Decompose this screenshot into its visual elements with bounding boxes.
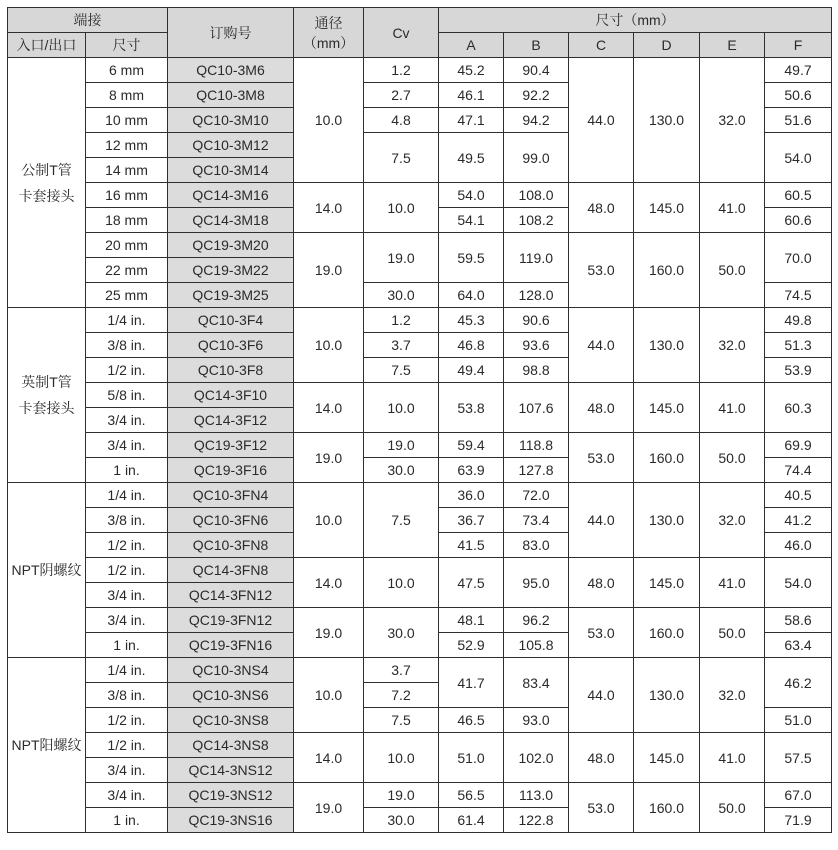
table-row bbox=[8, 783, 832, 808]
dim-b-cell: 102.0 bbox=[504, 733, 569, 783]
bore-cell: 14.0 bbox=[294, 183, 364, 233]
table-row bbox=[8, 483, 832, 508]
dim-f-cell: 69.9 bbox=[765, 433, 832, 458]
size-cell: 1/4 in. bbox=[86, 308, 168, 333]
group-label-line: 英制T管 bbox=[21, 374, 72, 390]
header-col-c: C bbox=[569, 33, 634, 58]
bore-cell: 10.0 bbox=[294, 658, 364, 733]
size-cell: 1/4 in. bbox=[86, 483, 168, 508]
dim-c-cell: 44.0 bbox=[569, 58, 634, 183]
dim-f-cell: 60.6 bbox=[765, 208, 832, 233]
dim-b-cell: 92.2 bbox=[504, 83, 569, 108]
order-code-cell: QC14-3F12 bbox=[168, 408, 294, 433]
dim-b-cell: 93.6 bbox=[504, 333, 569, 358]
dim-b-cell: 95.0 bbox=[504, 558, 569, 608]
group-label-line: 卡套接头 bbox=[18, 187, 75, 204]
dim-e-cell: 32.0 bbox=[700, 58, 765, 183]
bore-cell: 19.0 bbox=[294, 233, 364, 308]
size-cell: 3/8 in. bbox=[86, 508, 168, 533]
order-code-cell: QC10-3FN6 bbox=[168, 508, 294, 533]
dim-d-cell: 160.0 bbox=[634, 608, 700, 658]
cv-cell: 30.0 bbox=[364, 608, 439, 658]
dim-d-cell: 130.0 bbox=[634, 483, 700, 558]
order-code-cell: QC19-3FN16 bbox=[168, 633, 294, 658]
order-code-cell: QC14-3FN8 bbox=[168, 558, 294, 583]
dim-e-cell: 50.0 bbox=[700, 233, 765, 308]
header-order-number: 订购号 bbox=[168, 8, 294, 58]
size-cell: 14 mm bbox=[86, 158, 168, 183]
order-code-cell: QC10-3NS8 bbox=[168, 708, 294, 733]
order-code-cell: QC14-3FN12 bbox=[168, 583, 294, 608]
dim-c-cell: 48.0 bbox=[569, 383, 634, 433]
dim-f-cell: 57.5 bbox=[765, 733, 832, 783]
table-row bbox=[8, 558, 832, 583]
size-cell: 3/4 in. bbox=[86, 583, 168, 608]
dim-a-cell: 56.5 bbox=[439, 783, 504, 808]
dim-f-cell: 60.3 bbox=[765, 383, 832, 433]
header-dimensions: 尺寸（mm） bbox=[439, 8, 832, 33]
order-code-cell: QC10-3M12 bbox=[168, 133, 294, 158]
dim-c-cell: 53.0 bbox=[569, 783, 634, 833]
size-cell: 1 in. bbox=[86, 633, 168, 658]
dim-b-cell: 128.0 bbox=[504, 283, 569, 308]
dim-a-cell: 48.1 bbox=[439, 608, 504, 633]
dim-f-cell: 71.9 bbox=[765, 808, 832, 833]
dim-d-cell: 130.0 bbox=[634, 58, 700, 183]
cv-cell: 30.0 bbox=[364, 283, 439, 308]
group-label-line: NPT阴螺纹 bbox=[11, 562, 82, 578]
size-cell: 10 mm bbox=[86, 108, 168, 133]
size-cell: 1/2 in. bbox=[86, 733, 168, 758]
header-bore-unit: （mm） bbox=[302, 34, 355, 51]
dim-e-cell: 32.0 bbox=[700, 483, 765, 558]
dim-c-cell: 53.0 bbox=[569, 233, 634, 308]
dim-c-cell: 44.0 bbox=[569, 308, 634, 383]
table-row bbox=[8, 383, 832, 408]
cv-cell: 3.7 bbox=[364, 658, 439, 683]
dim-b-cell: 94.2 bbox=[504, 108, 569, 133]
order-code-cell: QC19-3FN12 bbox=[168, 608, 294, 633]
dim-f-cell: 70.0 bbox=[765, 233, 832, 283]
dim-f-cell: 58.6 bbox=[765, 608, 832, 633]
dim-f-cell: 49.7 bbox=[765, 58, 832, 83]
dim-e-cell: 41.0 bbox=[700, 558, 765, 608]
header-col-a: A bbox=[439, 33, 504, 58]
order-code-cell: QC19-3F16 bbox=[168, 458, 294, 483]
dim-d-cell: 160.0 bbox=[634, 233, 700, 308]
order-code-cell: QC14-3NS12 bbox=[168, 758, 294, 783]
dim-a-cell: 46.5 bbox=[439, 708, 504, 733]
dim-b-cell: 107.6 bbox=[504, 383, 569, 433]
order-code-cell: QC14-3M18 bbox=[168, 208, 294, 233]
dim-a-cell: 54.1 bbox=[439, 208, 504, 233]
table-row bbox=[8, 733, 832, 758]
dim-b-cell: 98.8 bbox=[504, 358, 569, 383]
dim-a-cell: 59.5 bbox=[439, 233, 504, 283]
dim-f-cell: 63.4 bbox=[765, 633, 832, 658]
cv-cell: 3.7 bbox=[364, 333, 439, 358]
dim-f-cell: 53.9 bbox=[765, 358, 832, 383]
bore-cell: 10.0 bbox=[294, 308, 364, 383]
cv-cell: 7.5 bbox=[364, 358, 439, 383]
size-cell: 3/4 in. bbox=[86, 408, 168, 433]
dim-a-cell: 36.7 bbox=[439, 508, 504, 533]
order-code-cell: QC10-3FN4 bbox=[168, 483, 294, 508]
dim-e-cell: 41.0 bbox=[700, 183, 765, 233]
dim-f-cell: 46.2 bbox=[765, 658, 832, 708]
dim-a-cell: 52.9 bbox=[439, 633, 504, 658]
size-cell: 16 mm bbox=[86, 183, 168, 208]
dim-b-cell: 83.0 bbox=[504, 533, 569, 558]
header-col-e: E bbox=[700, 33, 765, 58]
dim-d-cell: 130.0 bbox=[634, 308, 700, 383]
dim-a-cell: 46.1 bbox=[439, 83, 504, 108]
dim-b-cell: 113.0 bbox=[504, 783, 569, 808]
dim-a-cell: 64.0 bbox=[439, 283, 504, 308]
cv-cell: 10.0 bbox=[364, 183, 439, 233]
dim-f-cell: 49.8 bbox=[765, 308, 832, 333]
size-cell: 25 mm bbox=[86, 283, 168, 308]
dim-e-cell: 41.0 bbox=[700, 383, 765, 433]
order-code-cell: QC10-3M14 bbox=[168, 158, 294, 183]
order-code-cell: QC14-3NS8 bbox=[168, 733, 294, 758]
spec-table-container bbox=[7, 7, 832, 833]
cv-cell: 7.5 bbox=[364, 133, 439, 183]
size-cell: 8 mm bbox=[86, 83, 168, 108]
dim-f-cell: 60.5 bbox=[765, 183, 832, 208]
cv-cell: 7.5 bbox=[364, 483, 439, 558]
dim-f-cell: 46.0 bbox=[765, 533, 832, 558]
group-label-npt-male bbox=[8, 658, 86, 833]
bore-cell: 14.0 bbox=[294, 733, 364, 783]
dim-e-cell: 50.0 bbox=[700, 608, 765, 658]
group-label-imperial-tube bbox=[8, 308, 86, 483]
size-cell: 20 mm bbox=[86, 233, 168, 258]
dim-b-cell: 108.0 bbox=[504, 183, 569, 208]
size-cell: 1/2 in. bbox=[86, 558, 168, 583]
bore-cell: 10.0 bbox=[294, 58, 364, 183]
bore-cell: 14.0 bbox=[294, 558, 364, 608]
header-col-f: F bbox=[765, 33, 832, 58]
dim-b-cell: 122.8 bbox=[504, 808, 569, 833]
group-label-line: NPT阳螺纹 bbox=[11, 737, 82, 753]
dim-b-cell: 99.0 bbox=[504, 133, 569, 183]
cv-cell: 10.0 bbox=[364, 383, 439, 433]
table-row bbox=[8, 233, 832, 258]
dim-d-cell: 145.0 bbox=[634, 733, 700, 783]
group-label-metric-tube bbox=[8, 58, 86, 308]
cv-cell: 19.0 bbox=[364, 783, 439, 808]
dim-d-cell: 145.0 bbox=[634, 183, 700, 233]
dim-f-cell: 54.0 bbox=[765, 558, 832, 608]
cv-cell: 1.2 bbox=[364, 58, 439, 83]
dim-f-cell: 54.0 bbox=[765, 133, 832, 183]
cv-cell: 10.0 bbox=[364, 733, 439, 783]
dim-a-cell: 41.7 bbox=[439, 658, 504, 708]
dim-e-cell: 41.0 bbox=[700, 733, 765, 783]
dim-c-cell: 48.0 bbox=[569, 183, 634, 233]
dim-a-cell: 36.0 bbox=[439, 483, 504, 508]
header-col-b: B bbox=[504, 33, 569, 58]
dim-f-cell: 74.5 bbox=[765, 283, 832, 308]
cv-cell: 19.0 bbox=[364, 233, 439, 283]
spec-table bbox=[7, 7, 832, 833]
dim-f-cell: 50.6 bbox=[765, 83, 832, 108]
size-cell: 1 in. bbox=[86, 808, 168, 833]
dim-a-cell: 45.3 bbox=[439, 308, 504, 333]
dim-a-cell: 49.5 bbox=[439, 133, 504, 183]
cv-cell: 7.5 bbox=[364, 708, 439, 733]
dim-a-cell: 46.8 bbox=[439, 333, 504, 358]
order-code-cell: QC19-3NS16 bbox=[168, 808, 294, 833]
order-code-cell: QC19-3M25 bbox=[168, 283, 294, 308]
dim-c-cell: 44.0 bbox=[569, 658, 634, 733]
dim-f-cell: 40.5 bbox=[765, 483, 832, 508]
dim-a-cell: 47.1 bbox=[439, 108, 504, 133]
table-row bbox=[8, 58, 832, 83]
bore-cell: 19.0 bbox=[294, 783, 364, 833]
dim-b-cell: 83.4 bbox=[504, 658, 569, 708]
table-row bbox=[8, 308, 832, 333]
size-cell: 1/2 in. bbox=[86, 358, 168, 383]
dim-f-cell: 67.0 bbox=[765, 783, 832, 808]
bore-cell: 19.0 bbox=[294, 608, 364, 658]
dim-c-cell: 53.0 bbox=[569, 608, 634, 658]
dim-f-cell: 51.0 bbox=[765, 708, 832, 733]
size-cell: 3/8 in. bbox=[86, 683, 168, 708]
dim-b-cell: 72.0 bbox=[504, 483, 569, 508]
header-port: 端接 bbox=[8, 8, 168, 33]
size-cell: 3/4 in. bbox=[86, 433, 168, 458]
dim-b-cell: 118.8 bbox=[504, 433, 569, 458]
dim-c-cell: 53.0 bbox=[569, 433, 634, 483]
dim-a-cell: 59.4 bbox=[439, 433, 504, 458]
dim-a-cell: 49.4 bbox=[439, 358, 504, 383]
order-code-cell: QC10-3F4 bbox=[168, 308, 294, 333]
dim-e-cell: 32.0 bbox=[700, 658, 765, 733]
order-code-cell: QC14-3M16 bbox=[168, 183, 294, 208]
dim-d-cell: 160.0 bbox=[634, 433, 700, 483]
order-code-cell: QC14-3F10 bbox=[168, 383, 294, 408]
size-cell: 1/2 in. bbox=[86, 533, 168, 558]
dim-b-cell: 119.0 bbox=[504, 233, 569, 283]
order-code-cell: QC19-3M22 bbox=[168, 258, 294, 283]
cv-cell: 2.7 bbox=[364, 83, 439, 108]
order-code-cell: QC10-3NS4 bbox=[168, 658, 294, 683]
size-cell: 1/4 in. bbox=[86, 658, 168, 683]
dim-b-cell: 73.4 bbox=[504, 508, 569, 533]
header-cv: Cv bbox=[364, 8, 439, 58]
order-code-cell: QC19-3M20 bbox=[168, 233, 294, 258]
cv-cell: 30.0 bbox=[364, 808, 439, 833]
dim-d-cell: 130.0 bbox=[634, 658, 700, 733]
size-cell: 1 in. bbox=[86, 458, 168, 483]
table-row bbox=[8, 608, 832, 633]
dim-f-cell: 41.2 bbox=[765, 508, 832, 533]
cv-cell: 7.2 bbox=[364, 683, 439, 708]
cv-cell: 4.8 bbox=[364, 108, 439, 133]
order-code-cell: QC10-3FN8 bbox=[168, 533, 294, 558]
dim-f-cell: 74.4 bbox=[765, 458, 832, 483]
bore-cell: 19.0 bbox=[294, 433, 364, 483]
group-label-npt-female bbox=[8, 483, 86, 658]
size-cell: 1/2 in. bbox=[86, 708, 168, 733]
order-code-cell: QC10-3M6 bbox=[168, 58, 294, 83]
size-cell: 12 mm bbox=[86, 133, 168, 158]
cv-cell: 30.0 bbox=[364, 458, 439, 483]
dim-f-cell: 51.3 bbox=[765, 333, 832, 358]
size-cell: 3/4 in. bbox=[86, 758, 168, 783]
dim-a-cell: 47.5 bbox=[439, 558, 504, 608]
size-cell: 22 mm bbox=[86, 258, 168, 283]
bore-cell: 10.0 bbox=[294, 483, 364, 558]
dim-d-cell: 145.0 bbox=[634, 383, 700, 433]
header-row-1 bbox=[8, 8, 832, 33]
size-cell: 5/8 in. bbox=[86, 383, 168, 408]
dim-e-cell: 50.0 bbox=[700, 783, 765, 833]
order-code-cell: QC19-3NS12 bbox=[168, 783, 294, 808]
order-code-cell: QC10-3M10 bbox=[168, 108, 294, 133]
dim-b-cell: 105.8 bbox=[504, 633, 569, 658]
header-bore-label: 通径 bbox=[314, 14, 343, 31]
header-inlet-outlet: 入口/出口 bbox=[8, 33, 86, 58]
size-cell: 3/4 in. bbox=[86, 783, 168, 808]
order-code-cell: QC10-3F8 bbox=[168, 358, 294, 383]
table-row bbox=[8, 183, 832, 208]
order-code-cell: QC19-3F12 bbox=[168, 433, 294, 458]
order-code-cell: QC10-3F6 bbox=[168, 333, 294, 358]
dim-f-cell: 51.6 bbox=[765, 108, 832, 133]
table-row bbox=[8, 658, 832, 683]
dim-a-cell: 41.5 bbox=[439, 533, 504, 558]
bore-cell: 14.0 bbox=[294, 383, 364, 433]
dim-a-cell: 45.2 bbox=[439, 58, 504, 83]
dim-a-cell: 53.8 bbox=[439, 383, 504, 433]
dim-b-cell: 90.4 bbox=[504, 58, 569, 83]
dim-c-cell: 48.0 bbox=[569, 733, 634, 783]
dim-c-cell: 44.0 bbox=[569, 483, 634, 558]
cv-cell: 10.0 bbox=[364, 558, 439, 608]
dim-d-cell: 160.0 bbox=[634, 783, 700, 833]
cv-cell: 19.0 bbox=[364, 433, 439, 458]
size-cell: 18 mm bbox=[86, 208, 168, 233]
dim-a-cell: 54.0 bbox=[439, 183, 504, 208]
dim-b-cell: 108.2 bbox=[504, 208, 569, 233]
dim-e-cell: 50.0 bbox=[700, 433, 765, 483]
header-size: 尺寸 bbox=[86, 33, 168, 58]
dim-b-cell: 96.2 bbox=[504, 608, 569, 633]
dim-d-cell: 145.0 bbox=[634, 558, 700, 608]
size-cell: 3/8 in. bbox=[86, 333, 168, 358]
dim-e-cell: 32.0 bbox=[700, 308, 765, 383]
group-label-line: 公制T管 bbox=[21, 161, 72, 178]
size-cell: 6 mm bbox=[86, 58, 168, 83]
dim-a-cell: 61.4 bbox=[439, 808, 504, 833]
dim-a-cell: 63.9 bbox=[439, 458, 504, 483]
header-bore bbox=[294, 8, 364, 58]
header-col-d: D bbox=[634, 33, 700, 58]
order-code-cell: QC10-3M8 bbox=[168, 83, 294, 108]
order-code-cell: QC10-3NS6 bbox=[168, 683, 294, 708]
dim-b-cell: 90.6 bbox=[504, 308, 569, 333]
size-cell: 3/4 in. bbox=[86, 608, 168, 633]
group-label-line: 卡套接头 bbox=[18, 400, 75, 416]
table-row bbox=[8, 433, 832, 458]
cv-cell: 1.2 bbox=[364, 308, 439, 333]
dim-c-cell: 48.0 bbox=[569, 558, 634, 608]
dim-a-cell: 51.0 bbox=[439, 733, 504, 783]
dim-b-cell: 93.0 bbox=[504, 708, 569, 733]
dim-b-cell: 127.8 bbox=[504, 458, 569, 483]
